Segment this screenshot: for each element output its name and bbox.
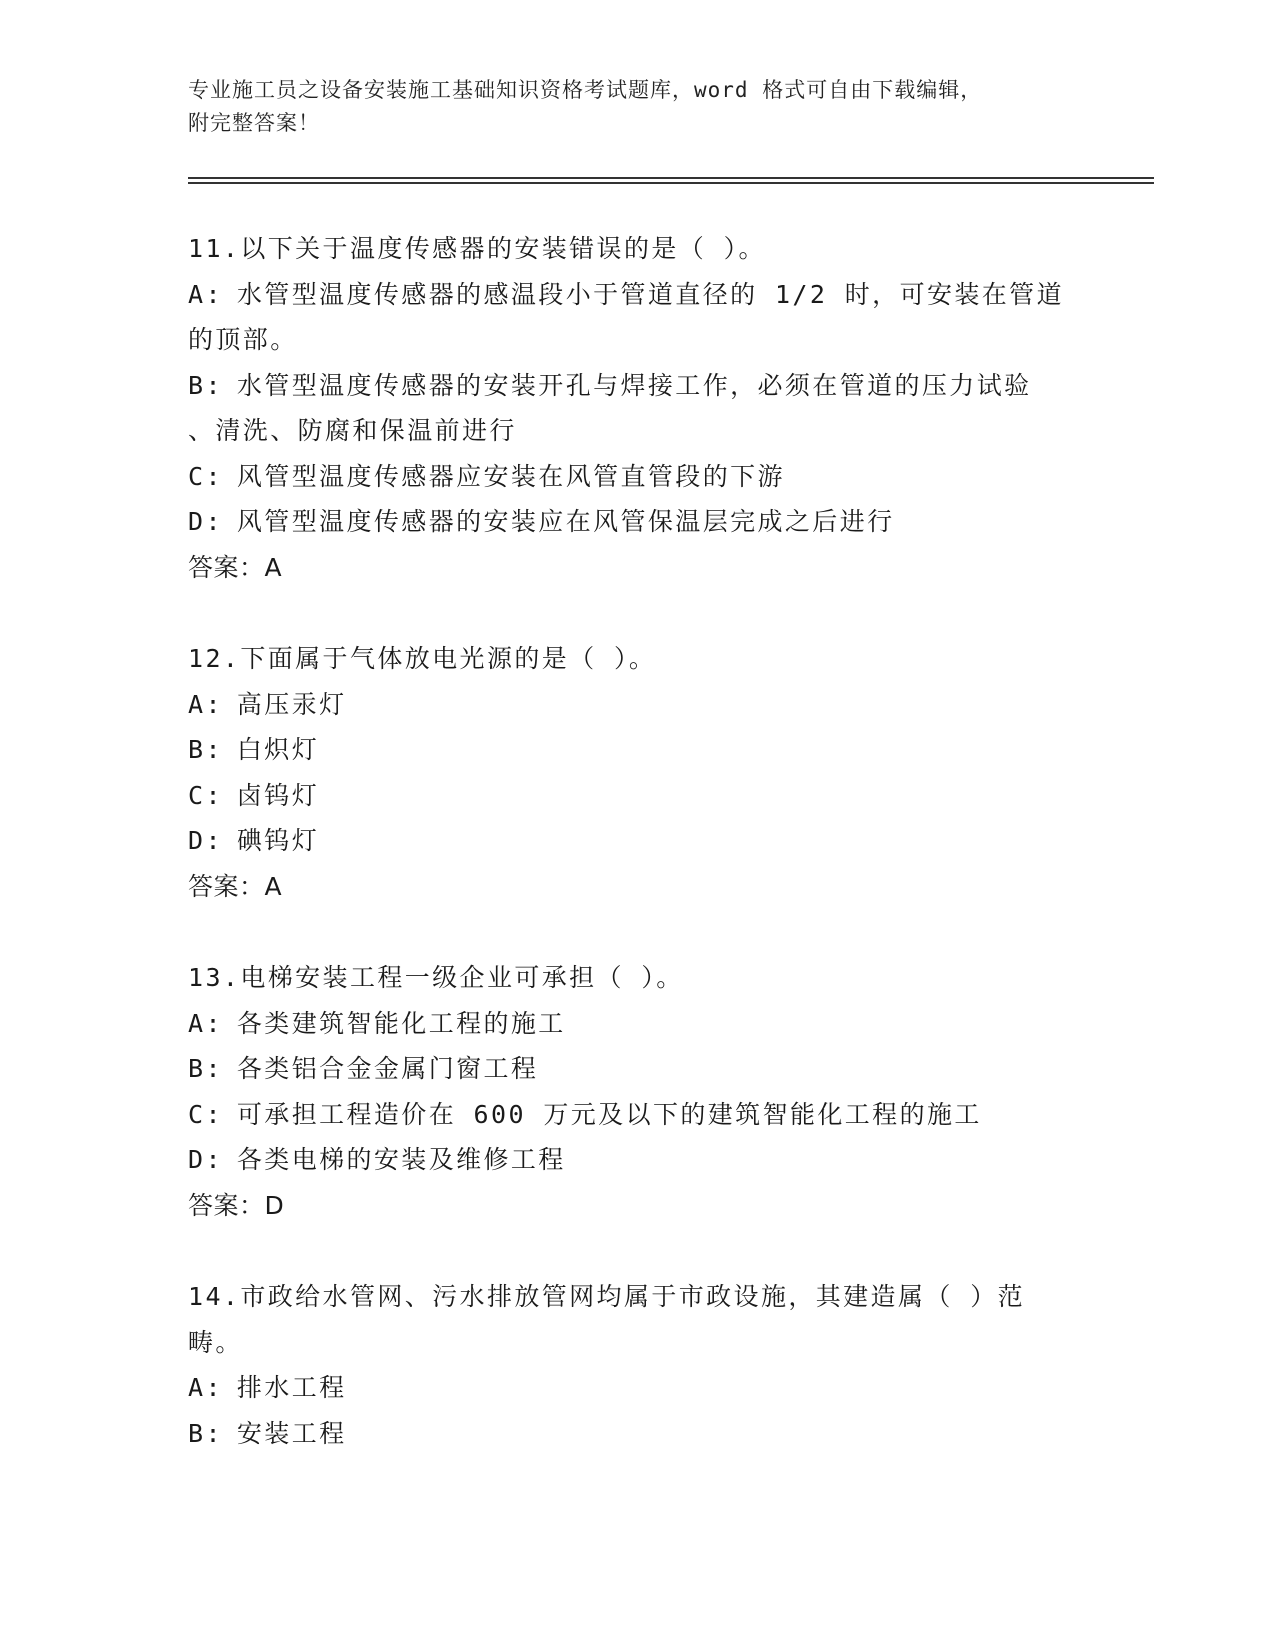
question-block bbox=[188, 226, 1088, 590]
option-label: B: bbox=[188, 370, 223, 400]
option-line bbox=[188, 1046, 1088, 1092]
option-label: B: bbox=[188, 735, 223, 764]
question-block bbox=[188, 955, 1088, 1228]
header-line-2: 附完整答案！ bbox=[188, 111, 320, 135]
question-stem: 11.以下关于温度传感器的安装错误的是（ ）。 bbox=[188, 234, 766, 263]
option-line bbox=[188, 1137, 1088, 1183]
option-label: A: bbox=[188, 279, 223, 309]
option-text: 、清洗、防腐和保温前进行 bbox=[188, 416, 517, 445]
document-header bbox=[188, 74, 1088, 140]
option-line bbox=[188, 1411, 1088, 1457]
option-text: 可承担工程造价在 600 万元及以下的建筑智能化工程的施工 bbox=[236, 1099, 982, 1129]
option-text: 各类建筑智能化工程的施工 bbox=[236, 1008, 566, 1038]
option-label: A: bbox=[188, 1008, 223, 1038]
option-text: 水管型温度传感器的感温段小于管道直径的 1/2 时，可安装在管道 bbox=[236, 279, 1064, 309]
question-list bbox=[188, 226, 1088, 1502]
option-text: 高压汞灯 bbox=[236, 689, 347, 719]
question-block bbox=[188, 1274, 1088, 1456]
question-stem: 12.下面属于气体放电光源的是（ ）。 bbox=[188, 644, 657, 673]
option-label: D: bbox=[188, 507, 223, 536]
option-label: C: bbox=[188, 461, 223, 491]
option-text: 风管型温度传感器的安装应在风管保温层完成之后进行 bbox=[236, 507, 895, 536]
question-block bbox=[188, 636, 1088, 909]
question-stem: 14.市政给水管网、污水排放管网均属于市政设施，其建造属（ ）范 bbox=[188, 1282, 1026, 1311]
option-label: A: bbox=[188, 1373, 223, 1402]
answer-line: 答案：A bbox=[188, 552, 283, 582]
option-text: 安装工程 bbox=[236, 1418, 347, 1448]
option-label: B: bbox=[188, 1054, 223, 1083]
option-line bbox=[188, 727, 1088, 773]
option-line bbox=[188, 1001, 1088, 1047]
option-line bbox=[188, 682, 1088, 728]
option-text: 白炽灯 bbox=[236, 735, 320, 764]
question-stem: 畴。 bbox=[188, 1327, 243, 1357]
option-line bbox=[188, 1365, 1088, 1411]
option-label: C: bbox=[188, 780, 223, 810]
question-stem: 13.电梯安装工程一级企业可承担（ ）。 bbox=[188, 963, 684, 992]
option-text: 卤钨灯 bbox=[236, 780, 320, 810]
option-text: 的顶部。 bbox=[188, 325, 298, 354]
option-line bbox=[188, 317, 1088, 363]
option-text: 风管型温度传感器应安装在风管直管段的下游 bbox=[236, 461, 785, 491]
option-text: 各类电梯的安装及维修工程 bbox=[236, 1145, 566, 1174]
option-text: 各类铝合金金属门窗工程 bbox=[236, 1054, 539, 1083]
option-line bbox=[188, 499, 1088, 545]
option-label: A: bbox=[188, 689, 223, 719]
option-label: B: bbox=[188, 1418, 223, 1448]
option-line bbox=[188, 272, 1088, 318]
header-divider-top bbox=[188, 177, 1154, 179]
header-divider-bottom bbox=[188, 182, 1154, 184]
option-line bbox=[188, 454, 1088, 500]
option-text: 碘钨灯 bbox=[236, 826, 320, 855]
header-line-1: 专业施工员之设备安装施工基础知识资格考试题库，word 格式可自由下载编辑， bbox=[188, 78, 983, 102]
option-line bbox=[188, 363, 1088, 409]
option-line bbox=[188, 773, 1088, 819]
option-text: 水管型温度传感器的安装开孔与焊接工作，必须在管道的压力试验 bbox=[236, 370, 1032, 400]
option-line bbox=[188, 1092, 1088, 1138]
option-label: C: bbox=[188, 1099, 223, 1129]
option-label: D: bbox=[188, 826, 223, 855]
answer-line: 答案：D bbox=[188, 1190, 285, 1220]
option-label: D: bbox=[188, 1145, 223, 1174]
option-line bbox=[188, 818, 1088, 864]
option-line bbox=[188, 408, 1088, 454]
option-text: 排水工程 bbox=[236, 1373, 347, 1402]
answer-line: 答案：A bbox=[188, 871, 283, 901]
